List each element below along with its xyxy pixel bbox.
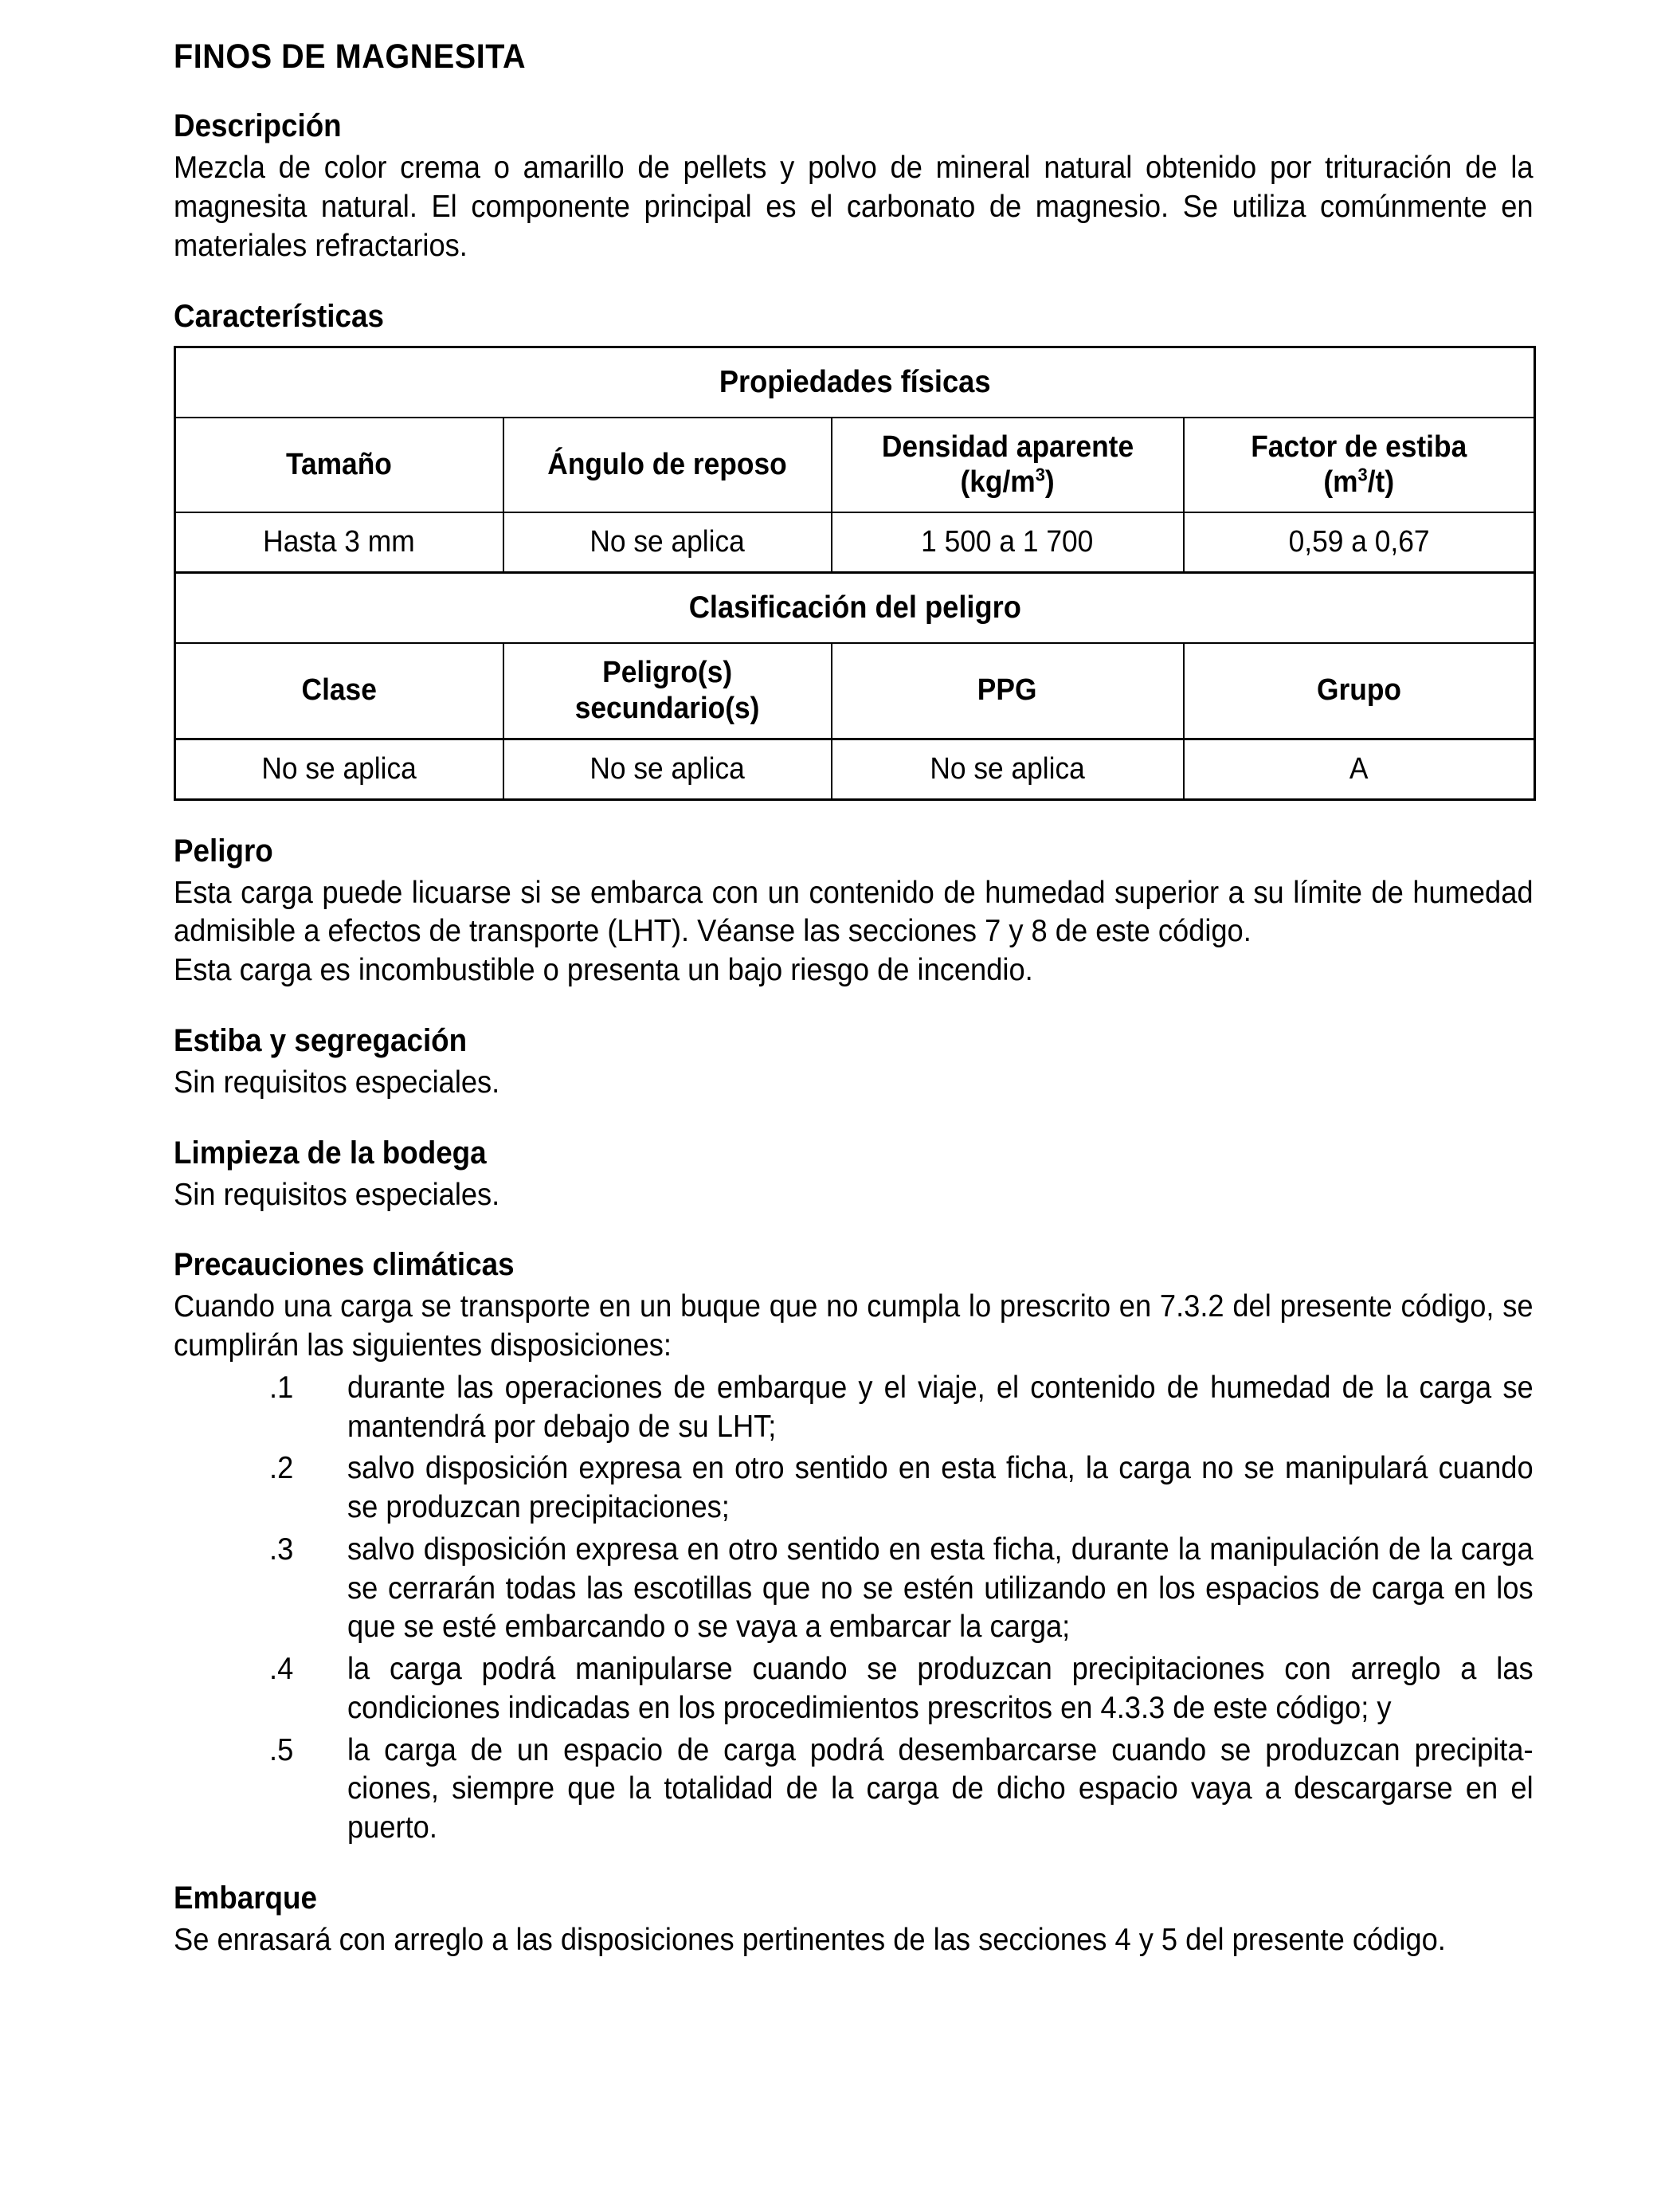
list-item: [174, 1449, 1534, 1528]
table-cell-angle-value: No se aplica: [503, 512, 832, 572]
list-item-marker: .2: [269, 1451, 294, 1486]
list-item-text: salvo disposición expresa en otro sentido en esta ficha, durante la manipulación de la carga se cerrarán todas las escotillas que no se estén utilizando en los espacios de carga en los que se esté embarcando o se vaya a embarcar la carga;: [347, 1532, 1534, 1645]
page-content: [174, 38, 1534, 1960]
table-cell-subsidiary-value: No se aplica: [503, 739, 832, 799]
list-item: [174, 1650, 1534, 1728]
table-header-ppg: PPG: [832, 643, 1184, 739]
list-item: [174, 1732, 1534, 1848]
section-heading-precauciones-climaticas: Precauciones climáticas: [174, 1247, 515, 1283]
density-unit-prefix: (kg/m: [960, 465, 1036, 500]
precauciones-list: [174, 1369, 1534, 1848]
table-header-row-physical: [175, 418, 1535, 513]
list-item-marker: .4: [269, 1652, 294, 1687]
section-body-precauciones-intro: Cuando una carga se transporte en un buque que no cumpla lo prescrito en 7.3.2 del presente código, se cumplirán las siguientes disposiciones:: [174, 1289, 1534, 1363]
density-unit-suffix: ): [1044, 465, 1055, 500]
section-body-descripcion: Mezcla de color crema o amarillo de pellets y polvo de mineral natural obtenido por trituración de la magnesita natural. El componente principal es el carbonato de magnesio. Se utiliza comúnmente en materiales refractarios.: [174, 151, 1534, 263]
list-item-marker: .5: [269, 1732, 294, 1767]
table-cell-group-value: A: [1184, 739, 1535, 799]
table-header-row-hazard: [175, 643, 1535, 739]
table-cell-class-value: No se aplica: [175, 739, 503, 799]
list-item-marker: .1: [269, 1370, 294, 1405]
section-heading-estiba-y-segregacion: Estiba y segregación: [174, 1022, 468, 1058]
table-band-hazard-classification: Clasificación del peligro: [175, 573, 1535, 644]
table-cell-size-value: Hasta 3 mm: [175, 512, 503, 572]
characteristics-table-wrapper: [174, 346, 1534, 801]
stowage-unit-exponent: 3: [1357, 464, 1368, 485]
list-item-text: salvo disposición expresa en otro sentido en esta ficha, la carga no se manipulará cuando se produzcan precipitaciones;: [347, 1451, 1534, 1525]
section-heading-descripcion: Descripción: [174, 108, 342, 144]
table-header-stowage-factor: Factor de estiba $(m^3/t)$: [1184, 418, 1535, 513]
table-header-size: Tamaño: [175, 418, 503, 513]
density-unit-exponent: 3: [1035, 464, 1045, 485]
section-heading-peligro: Peligro: [174, 833, 273, 869]
section-body-peligro-1: Esta carga puede licuarse si se embarca con un contenido de humedad superior a su límite de humedad admisible a efectos de transporte (LHT). Véanse las secciones 7 y 8 de este código.: [174, 875, 1534, 949]
table-band-row-hazard: [175, 573, 1535, 644]
section-heading-embarque: Embarque: [174, 1880, 317, 1916]
list-item-marker: .3: [269, 1532, 294, 1567]
section-body-embarque: Se enrasará con arreglo a las disposiciones pertinentes de las secciones 4 y 5 del presente código.: [174, 1922, 1446, 1957]
stowage-unit-suffix: /t): [1367, 465, 1395, 500]
section-heading-limpieza-de-la-bodega: Limpieza de la bodega: [174, 1135, 487, 1171]
table-band-row-physical: [175, 347, 1535, 418]
page-title: FINOS DE MAGNESITA: [174, 37, 527, 76]
table-row: [175, 739, 1535, 799]
table-cell-stowage-value: 0,59 a 0,67: [1184, 512, 1535, 572]
list-item: [174, 1369, 1534, 1447]
list-item-text: la carga de un espacio de carga podrá desembarcarse cuando se produzcan precipita-ciones, siempre que la totalidad de la carga de dicho espacio vaya a descargarse en el puerto.: [347, 1732, 1534, 1845]
list-item: [174, 1531, 1534, 1647]
table-header-class: Clase: [175, 643, 503, 739]
table-header-bulk-density: Densidad aparente $(kg/m^3)$: [832, 418, 1184, 513]
table-header-group: Grupo: [1184, 643, 1535, 739]
table-cell-density-value: 1 500 a 1 700: [832, 512, 1184, 572]
table-header-angle-of-repose: Ángulo de reposo: [503, 418, 832, 513]
section-body-limpieza: Sin requisitos especiales.: [174, 1177, 500, 1212]
table-row: [175, 512, 1535, 572]
table-header-subsidiary-hazards: Peligro(s) secundario(s): [503, 643, 832, 739]
list-item-text: durante las operaciones de embarque y el viaje, el contenido de humedad de la carga se mantendrá por debajo de su LHT;: [347, 1370, 1534, 1444]
section-body-peligro-2: Esta carga es incombustible o presenta un bajo riesgo de incendio.: [174, 953, 1033, 988]
table-band-physical-properties: Propiedades físicas: [175, 347, 1535, 418]
section-body-estiba: Sin requisitos especiales.: [174, 1065, 500, 1100]
stowage-unit-prefix: (m: [1323, 465, 1358, 500]
characteristics-table: [174, 346, 1536, 801]
section-heading-caracteristicas: Características: [174, 298, 384, 334]
table-cell-ppg-value: No se aplica: [832, 739, 1184, 799]
list-item-text: la carga podrá manipularse cuando se produzcan precipitaciones con arreglo a las condiciones indicadas en los procedimientos prescritos en 4.3.3 de este código; y: [347, 1652, 1534, 1725]
